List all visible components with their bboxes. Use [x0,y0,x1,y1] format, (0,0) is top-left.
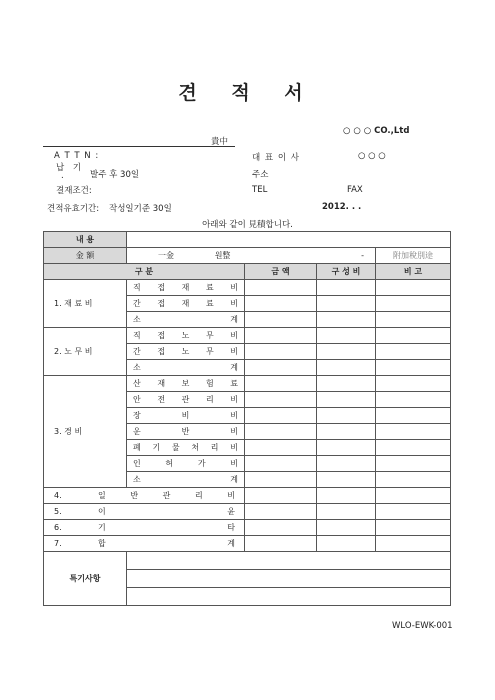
table-row [44,280,451,296]
content-row [44,232,451,248]
single-num: 7. [54,539,62,548]
remarks-cell[interactable] [376,392,451,408]
amount-cell[interactable] [245,392,317,408]
ratio-cell[interactable] [317,504,376,520]
header-amount: 금 액 [245,264,317,280]
remarks-cell[interactable] [376,456,451,472]
remarks-cell[interactable] [376,296,451,312]
table-row [44,328,451,344]
single-text: 이 윤 [98,507,235,516]
single-item-admin [44,488,245,504]
content-field[interactable] [127,232,451,248]
attn-label: A T T N : [54,151,100,161]
item-label: 안 전 관 리 비 [127,392,245,408]
table-row [44,504,451,520]
delivery-label: 납 기 [56,163,85,173]
amount-cell[interactable] [245,312,317,328]
header-category: 구 분 [44,264,245,280]
ratio-cell[interactable] [317,360,376,376]
group-label-labor: 2. 노 무 비 [44,328,127,376]
table-row [44,376,451,392]
tel-label: TEL [252,185,268,195]
ceo-label: 대 표 이 사 [252,153,300,163]
ratio-cell[interactable] [317,424,376,440]
remarks-cell[interactable] [376,504,451,520]
amount-prefix: 一金 [158,251,174,260]
ratio-cell[interactable] [317,472,376,488]
ratio-cell[interactable] [317,488,376,504]
remarks-cell[interactable] [376,488,451,504]
remarks-cell[interactable] [376,376,451,392]
table-header-row [44,264,451,280]
item-label: 소 계 [127,472,245,488]
item-label: 장 비 비 [127,408,245,424]
single-text: 기 타 [98,523,235,532]
ratio-cell[interactable] [317,312,376,328]
ratio-cell[interactable] [317,328,376,344]
item-label: 운 반 비 [127,424,245,440]
ratio-cell[interactable] [317,392,376,408]
remarks-cell[interactable] [376,312,451,328]
item-label: 소 계 [127,312,245,328]
single-item-other [44,520,245,536]
table-row [44,520,451,536]
validity-label: 견적유효기간: [47,204,100,214]
address-label: 주소 [252,170,269,180]
remarks-cell[interactable] [376,440,451,456]
amount-label: 金 額 [44,248,127,264]
payment-label: 결재조건: [56,186,92,196]
single-num: 4. [54,491,62,500]
amount-cell[interactable] [245,408,317,424]
ratio-cell[interactable] [317,344,376,360]
amount-cell[interactable] [245,360,317,376]
remarks-cell[interactable] [376,520,451,536]
special-line[interactable] [127,570,451,588]
amount-dash: - [361,251,364,260]
amount-cell[interactable] [245,488,317,504]
vat-note: 附加稅別途 [376,248,451,264]
item-label: 간 접 재 료 비 [127,296,245,312]
amount-cell[interactable] [245,280,317,296]
ceo-value: ○ ○ ○ [358,151,386,161]
special-line[interactable] [127,552,451,570]
single-num: 5. [54,507,62,516]
amount-cell[interactable] [245,424,317,440]
amount-unit: 원整 [214,251,231,260]
single-text: 합 계 [98,539,235,548]
ratio-cell[interactable] [317,296,376,312]
amount-cell[interactable] [245,344,317,360]
single-text: 일 반 관 리 비 [98,491,235,500]
ratio-cell[interactable] [317,440,376,456]
fax-label: FAX [347,185,363,195]
group-label-expenses: 3. 경 비 [44,376,127,488]
amount-cell[interactable] [245,456,317,472]
estimate-table [43,231,451,606]
item-label: 소 계 [127,360,245,376]
remarks-cell[interactable] [376,344,451,360]
recipient-underline [43,146,235,147]
ratio-cell[interactable] [317,280,376,296]
special-label: 특기사항 [44,552,127,606]
amount-cell[interactable] [245,520,317,536]
item-label: 직 접 노 무 비 [127,328,245,344]
header-remarks: 비 고 [376,264,451,280]
item-label: 간 접 노 무 비 [127,344,245,360]
ratio-cell[interactable] [317,536,376,552]
recipient-suffix: 貴中 [211,137,229,147]
item-label: 직 접 재 료 비 [127,280,245,296]
amount-cell[interactable] [245,440,317,456]
remarks-cell[interactable] [376,280,451,296]
single-item-total [44,536,245,552]
amount-row [44,248,451,264]
remarks-cell[interactable] [376,472,451,488]
doc-code: WLO-EWK-001 [392,621,453,631]
special-line[interactable] [127,588,451,606]
remarks-cell[interactable] [376,536,451,552]
amount-cell[interactable] [245,536,317,552]
table-row [44,488,451,504]
remarks-cell[interactable] [376,424,451,440]
remarks-cell[interactable] [376,360,451,376]
content-label: 내 용 [44,232,127,248]
amount-cell[interactable] [245,472,317,488]
special-row [44,552,451,570]
single-num: 6. [54,523,62,532]
item-label: 인 허 가 비 [127,456,245,472]
delivery-value: 발주 후 30일 [90,170,140,180]
item-label: 폐 기 물 처 리 비 [127,440,245,456]
item-label: 산 재 보 험 료 [127,376,245,392]
document-title: 견 적 서 [178,82,317,104]
amount-cell[interactable] [245,328,317,344]
ratio-cell[interactable] [317,408,376,424]
company-name: ○ ○ ○ CO.,Ltd [343,126,410,136]
date-value: 2012. . . [322,202,362,212]
ratio-cell[interactable] [317,520,376,536]
validity-value: 작성일기준 30일 [109,204,172,214]
amount-cell[interactable] [245,296,317,312]
delivery-mark: . [61,171,64,181]
amount-field[interactable] [127,248,376,264]
ratio-cell[interactable] [317,376,376,392]
table-row [44,536,451,552]
intro-text: 아래와 같이 見積합니다. [202,220,293,230]
remarks-cell[interactable] [376,328,451,344]
group-label-materials: 1. 재 료 비 [44,280,127,328]
amount-cell[interactable] [245,376,317,392]
single-item-profit [44,504,245,520]
amount-cell[interactable] [245,504,317,520]
remarks-cell[interactable] [376,408,451,424]
ratio-cell[interactable] [317,456,376,472]
header-ratio: 구 성 비 [317,264,376,280]
